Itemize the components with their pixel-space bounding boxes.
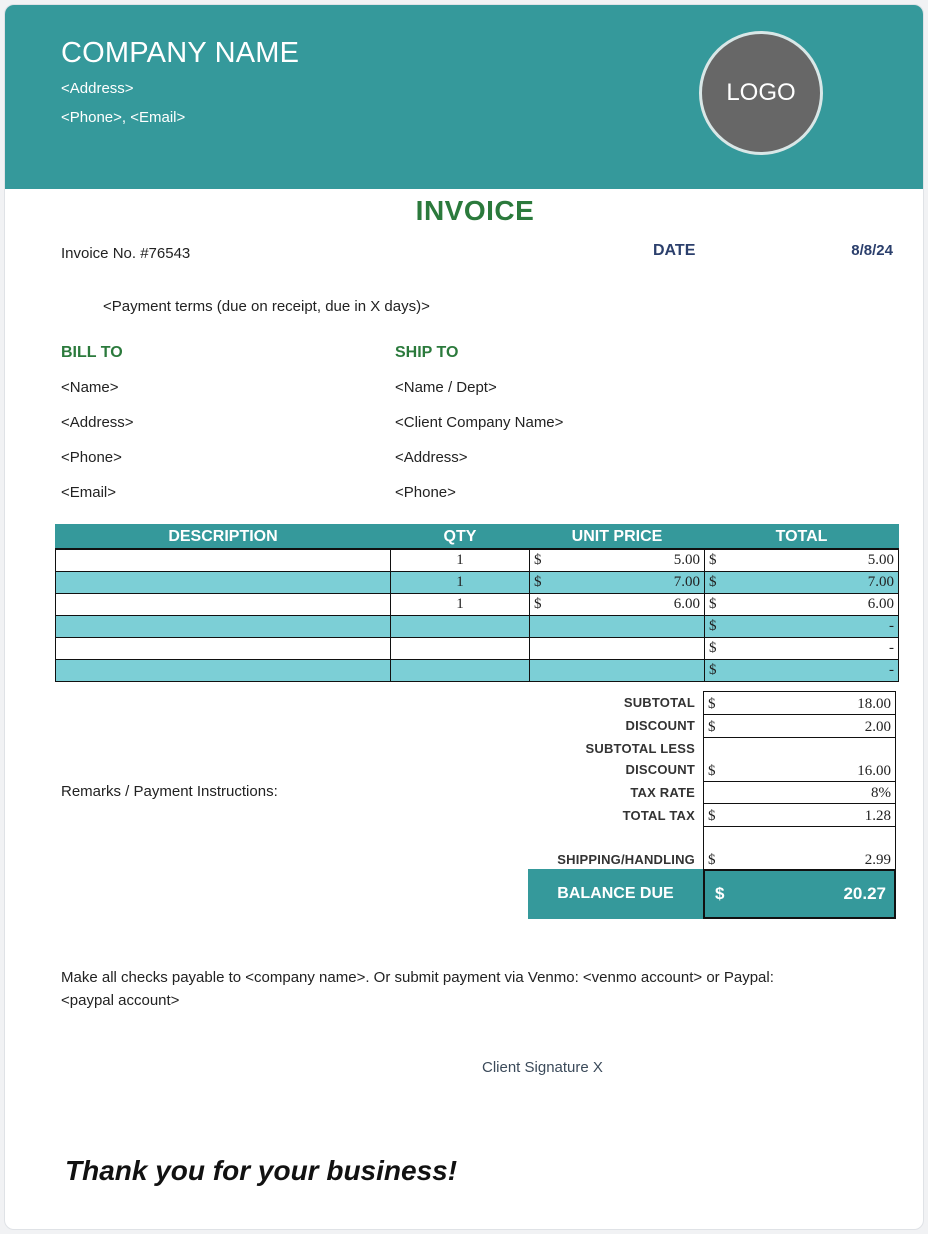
invoice-header — [5, 5, 924, 189]
currency-symbol: $ — [709, 662, 717, 678]
cell-unit-price — [530, 572, 705, 594]
table-header-row — [56, 525, 899, 550]
tax-rate-value — [703, 781, 896, 804]
total-amount: 5.00 — [867, 552, 894, 568]
shipping-value — [703, 826, 896, 871]
company-address: <Address> — [61, 80, 134, 97]
ship-to-address: <Address> — [395, 449, 468, 466]
currency-symbol: $ — [709, 618, 717, 634]
unit-price-amount: 6.00 — [673, 596, 700, 612]
cell-description — [56, 616, 391, 638]
cell-description — [56, 660, 391, 682]
cell-description — [56, 572, 391, 594]
currency-symbol: $ — [708, 719, 716, 735]
total-tax-amount: 1.28 — [864, 808, 891, 824]
currency-symbol: $ — [534, 596, 542, 612]
ship-to-name: <Name / Dept> — [395, 379, 497, 396]
table-row — [56, 594, 899, 616]
table-row — [56, 572, 899, 594]
cell-total — [705, 572, 899, 594]
cell-description — [56, 594, 391, 616]
cell-qty: 1 — [391, 594, 530, 616]
discount-value — [703, 714, 896, 738]
currency-symbol: $ — [708, 852, 716, 868]
bill-to-phone: <Phone> — [61, 449, 122, 466]
cell-total — [705, 594, 899, 616]
ship-to-heading: SHIP TO — [395, 344, 459, 361]
discount-amount: 2.00 — [864, 719, 891, 735]
unit-price-amount: 7.00 — [673, 574, 700, 590]
cell-unit-price — [530, 616, 705, 638]
total-amount: 7.00 — [867, 574, 894, 590]
table-row — [56, 616, 899, 638]
balance-due-value — [703, 869, 896, 919]
subtotal-less-label-line1: SUBTOTAL LESS — [585, 741, 695, 756]
cell-total — [705, 616, 899, 638]
client-signature: Client Signature X — [482, 1059, 603, 1076]
payment-terms: <Payment terms (due on receipt, due in X days)> — [103, 298, 430, 315]
invoice-title: INVOICE — [415, 195, 535, 226]
total-amount: - — [889, 618, 894, 634]
subtotal-less-label-line2: DISCOUNT — [625, 762, 695, 777]
total-amount: - — [889, 662, 894, 678]
total-amount: - — [889, 640, 894, 656]
cell-description — [56, 638, 391, 660]
subtotal-amount: 18.00 — [857, 696, 891, 712]
discount-label: DISCOUNT — [625, 718, 695, 733]
line-items-table — [55, 524, 899, 682]
unit-price-amount: 5.00 — [673, 552, 700, 568]
currency-symbol: $ — [709, 552, 717, 568]
bill-to-email: <Email> — [61, 484, 117, 501]
cell-qty — [391, 660, 530, 682]
invoice-page — [4, 4, 924, 1230]
table-row — [56, 638, 899, 660]
cell-total — [705, 660, 899, 682]
cell-unit-price — [530, 638, 705, 660]
subtotal-less-amount: 16.00 — [857, 763, 891, 779]
total-amount: 6.00 — [867, 596, 894, 612]
cell-unit-price — [530, 660, 705, 682]
total-tax-value — [703, 803, 896, 827]
bill-to-address: <Address> — [61, 414, 134, 431]
cell-total — [705, 549, 899, 572]
remarks-label: Remarks / Payment Instructions: — [61, 783, 278, 800]
balance-due-amount: 20.27 — [843, 884, 886, 903]
company-name: COMPANY NAME — [61, 37, 300, 69]
total-tax-label: TOTAL TAX — [622, 808, 695, 823]
currency-symbol: $ — [715, 884, 725, 903]
cell-qty: 1 — [391, 549, 530, 572]
column-header-qty: QTY — [391, 525, 530, 550]
currency-symbol: $ — [534, 574, 542, 590]
subtotal-value — [703, 691, 896, 715]
column-header-description: DESCRIPTION — [56, 525, 391, 550]
currency-symbol: $ — [709, 574, 717, 590]
currency-symbol: $ — [709, 640, 717, 656]
ship-to-phone: <Phone> — [395, 484, 456, 501]
payment-note-line1: Make all checks payable to <company name>. Or submit payment via Venmo: <venmo account> or Paypal: — [61, 969, 774, 986]
date-value: 8/8/24 — [851, 242, 893, 259]
cell-qty — [391, 638, 530, 660]
tax-rate-label: TAX RATE — [630, 785, 695, 800]
currency-symbol: $ — [708, 808, 716, 824]
column-header-unit-price: UNIT PRICE — [530, 525, 705, 550]
date-label: DATE — [653, 242, 696, 259]
table-row — [56, 549, 899, 572]
ship-to-company: <Client Company Name> — [395, 414, 564, 431]
company-contact: <Phone>, <Email> — [61, 109, 186, 126]
column-header-total: TOTAL — [705, 525, 899, 550]
thank-you-message: Thank you for your business! — [65, 1155, 458, 1186]
currency-symbol: $ — [708, 763, 716, 779]
balance-due-label: BALANCE DUE — [528, 869, 703, 919]
shipping-label: SHIPPING/HANDLING — [557, 852, 695, 867]
subtotal-label: SUBTOTAL — [623, 695, 695, 710]
cell-description — [56, 549, 391, 572]
cell-qty: 1 — [391, 572, 530, 594]
subtotal-less-discount-value — [703, 737, 896, 782]
cell-qty — [391, 616, 530, 638]
invoice-number: Invoice No. #76543 — [61, 245, 191, 262]
cell-total — [705, 638, 899, 660]
table-row — [56, 660, 899, 682]
shipping-amount: 2.99 — [864, 852, 891, 868]
payment-note-line2: <paypal account> — [61, 992, 180, 1009]
bill-to-name: <Name> — [61, 379, 119, 396]
currency-symbol: $ — [708, 696, 716, 712]
tax-rate-amount: 8% — [871, 785, 891, 801]
logo: LOGO — [699, 31, 823, 155]
bill-to-heading: BILL TO — [61, 344, 123, 361]
cell-unit-price — [530, 594, 705, 616]
currency-symbol: $ — [534, 552, 542, 568]
currency-symbol: $ — [709, 596, 717, 612]
cell-unit-price — [530, 549, 705, 572]
